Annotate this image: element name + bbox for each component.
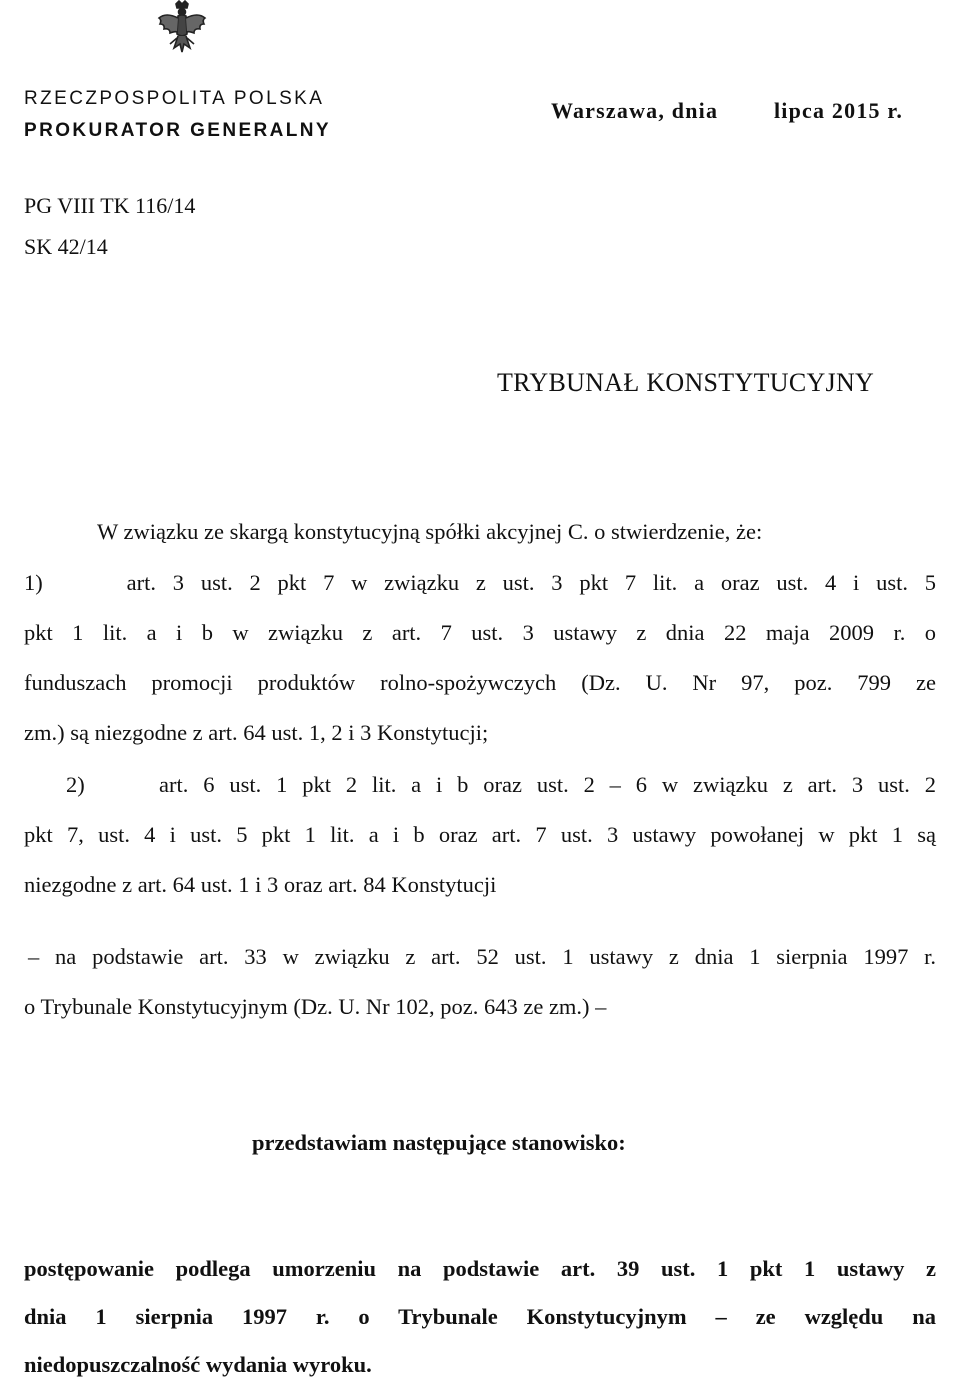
item-1-line: zm.) są niezgodne z art. 64 ust. 1, 2 i 3 Konstytucji; xyxy=(24,720,489,745)
conclusion-text: dnia 1 sierpnia 1997 r. o Trybunale Konstytucyjnym – ze względu na xyxy=(24,1304,936,1329)
item-2-line xyxy=(24,772,936,798)
legal-basis-text: – na podstawie art. 33 w związku z art. 52 ust. 1 ustawy z dnia 1 sierpnia 1997 r. xyxy=(28,944,936,969)
date-prefix: Warszawa, dnia xyxy=(551,98,719,123)
polish-eagle-emblem-icon xyxy=(156,0,208,58)
item-2-line: niezgodne z art. 64 ust. 1 i 3 oraz art. 84 Konstytucji xyxy=(24,872,497,897)
position-heading: przedstawiam następujące stanowisko: xyxy=(252,1130,626,1155)
item-1-line xyxy=(24,620,936,646)
item-1-line xyxy=(24,670,936,696)
item-2-line xyxy=(24,822,936,848)
item-2-line-text: 2) art. 6 ust. 1 pkt 2 lit. a i b oraz ust. 2 – 6 w związku z art. 3 ust. 2 xyxy=(66,772,936,797)
country-name: RZECZPOSPOLITA POLSKA xyxy=(24,88,325,109)
intro-paragraph: W związku ze skargą konstytucyjną spółki akcyjnej C. o stwierdzenie, że: xyxy=(97,519,763,544)
conclusion-line xyxy=(24,1304,936,1330)
legal-basis-line: o Trybunale Konstytucyjnym (Dz. U. Nr 102, poz. 643 ze zm.) – xyxy=(24,994,607,1019)
addressee: TRYBUNAŁ KONSTYTUCYJNY xyxy=(497,368,875,397)
item-1 xyxy=(24,570,936,596)
item-1-line-text: funduszach promocji produktów rolno-spożywczych (Dz. U. Nr 97, poz. 799 ze xyxy=(24,670,936,695)
item-2-line-text: pkt 7, ust. 4 i ust. 5 pkt 1 lit. a i b oraz art. 7 ust. 3 ustawy powołanej w pkt 1 są xyxy=(24,822,936,847)
office-name: PROKURATOR GENERALNY xyxy=(24,120,331,141)
legal-basis-line xyxy=(24,944,936,970)
conclusion-text: postępowanie podlega umorzeniu na podstawie art. 39 ust. 1 pkt 1 ustawy z xyxy=(24,1256,936,1281)
conclusion-line xyxy=(24,1256,936,1282)
conclusion-line: niedopuszczalność wydania wyroku. xyxy=(24,1352,372,1377)
item-1-line-text: pkt 1 lit. a i b w związku z art. 7 ust. 3 ustawy z dnia 22 maja 2009 r. o xyxy=(24,620,936,645)
case-reference-tribunal: SK 42/14 xyxy=(24,234,108,259)
item-1-line: 1) art. 3 ust. 2 pkt 7 w związku z ust. 3 pkt 7 lit. a oraz ust. 4 i ust. 5 xyxy=(24,570,936,595)
date-suffix: lipca 2015 r. xyxy=(774,98,904,123)
case-reference-prosecutor: PG VIII TK 116/14 xyxy=(24,193,196,218)
